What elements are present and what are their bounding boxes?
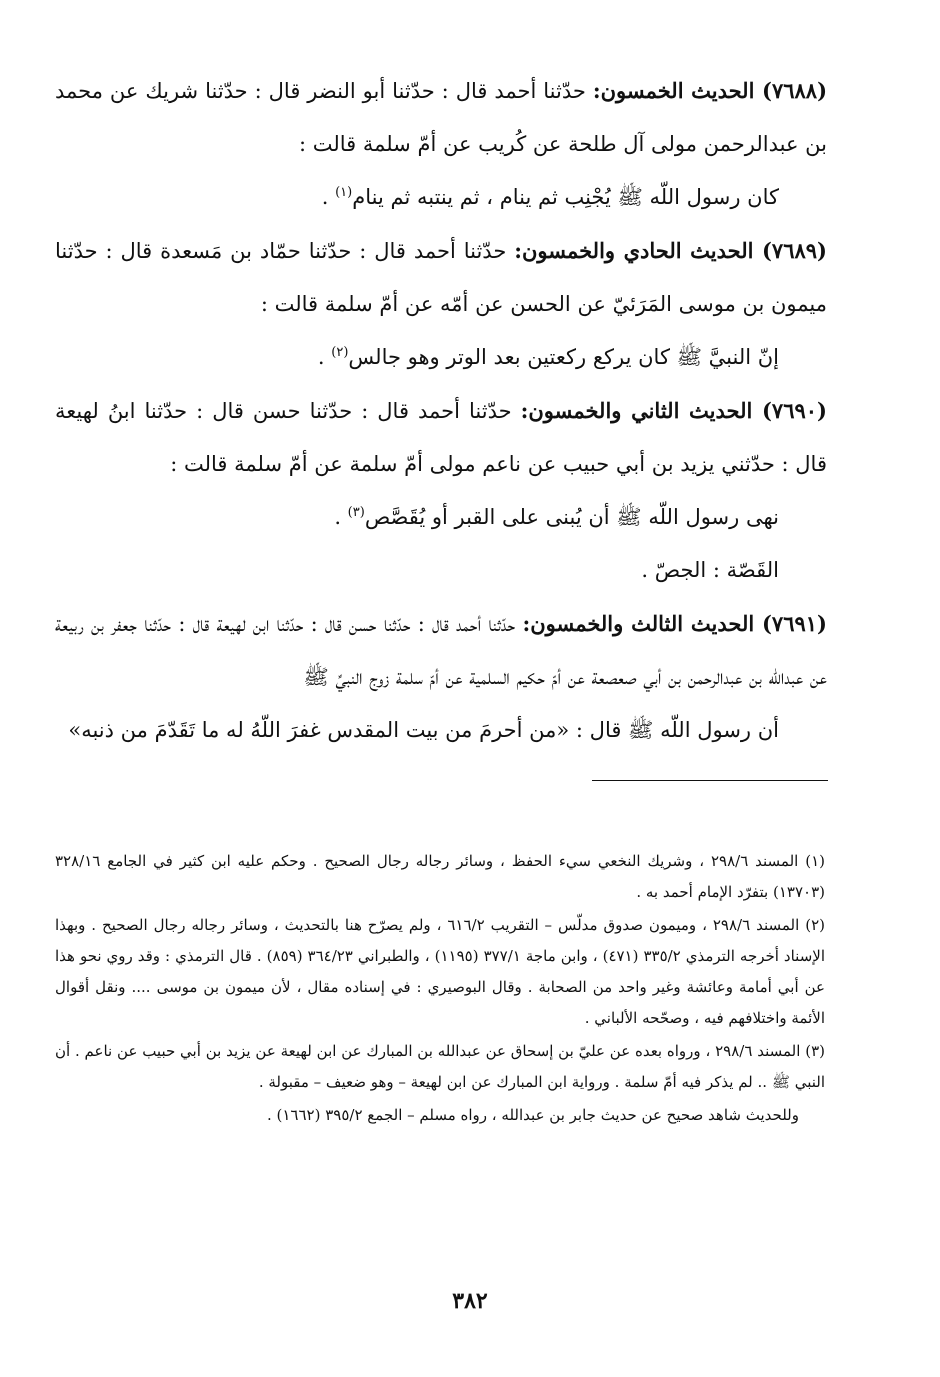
hadith-50-isnad-text: حدّثنا أحمد قال : حدّثنا أبو النضر قال : حدّثنا شريك عن محمد بن عبدالرحمن مولى آل طلحة عن كُريب عن أمّ سلمة قالت : (55, 79, 827, 156)
hadith-51-matn (55, 331, 827, 384)
hadith-52-matn (55, 491, 827, 544)
hadith-51-heading: (٧٦٨٩) الحديث الحادي والخمسون: (514, 238, 827, 263)
hadith-50-isnad (55, 64, 827, 171)
footnote-ref-1[interactable]: (١) (335, 185, 353, 200)
footnote-ref-3[interactable]: (٣) (347, 505, 365, 520)
hadith-52-isnad (55, 384, 827, 491)
hadith-50-matn-text: كان رسول اللّه ﷺ يُجْنِب ثم ينام ، ثم ينتبه ثم ينام (352, 185, 779, 209)
hadith-51-isnad (55, 224, 827, 331)
footnote-1-num: (١) (805, 852, 825, 870)
footnote-separator (592, 780, 828, 781)
hadith-52-isnad-text: حدّثنا أحمد قال : حدّثنا حسن قال : حدّثنا ابنُ لهيعة قال : حدّثني يزيد بن أبي حبيب عن ناعم مولى أمّ سلمة عن أمّ سلمة قالت : (55, 399, 827, 476)
footnote-ref-2[interactable]: (٢) (331, 345, 349, 360)
footnote-2-num: (٢) (805, 916, 825, 934)
footnote-3 (55, 1036, 825, 1098)
page-number: ٣٨٢ (452, 1288, 488, 1314)
footnotes (55, 846, 825, 1133)
hadith-52-gloss: القَصّة : الجصّ . (641, 558, 779, 582)
hadith-50-end: . (321, 185, 336, 209)
hadith-53-matn: أن رسول اللّه ﷺ قال : «من أحرمَ من بيت المقدس غفرَ اللّهُ له ما تَقَدّمَ من ذنبه» (68, 718, 779, 742)
hadith-53-isnad-text: حدّثنا أحمد قال : حدّثنا حسن قال : حدّثنا ابن لهيعة قال : حدّثنا جعفر بن ربيعة عن عبدالله بن عبدالرحمن بن أبي صعصعة عن أمّ حكيم السلمية عن أمّ سلمة زوج النبيِّ ﷺ (55, 612, 827, 689)
hadith-52-heading: (٧٦٩٠) الحديث الثاني والخمسون: (520, 398, 827, 423)
hadith-53-heading: (٧٦٩١) الحديث الثالث والخمسون: (522, 611, 827, 636)
footnote-3-num: (٣) (805, 1042, 825, 1060)
hadith-50-matn (55, 171, 827, 224)
hadith-52-matn-text: نهى رسول اللّه ﷺ أن يُبنى على القبر أو يُقَصَّص (364, 505, 779, 529)
footnote-2 (55, 910, 825, 1034)
hadith-52-end: . (334, 505, 348, 529)
hadith-51-isnad-text: حدّثنا أحمد قال : حدّثنا حمّاد بن مَسعدة قال : حدّثنا ميمون بن موسى المَرَئيّ عن الحسن عن أمّه عن أمّ سلمة قالت : (55, 239, 827, 316)
main-text (55, 64, 827, 757)
footnote-1-text: المسند ٢٩٨/٦ ، وشريك النخعي سيء الحفظ ، وسائر رجاله رجال الصحيح . وحكم عليه ابن كثير في الجامع ٣٢٨/١٦ (١٣٧٠٣) بتفرّد الإمام أحمد به . (55, 852, 825, 901)
hadith-50-heading: (٧٦٨٨) الحديث الخمسون: (592, 78, 827, 103)
hadith-51-end: . (317, 345, 332, 369)
footnote-3-extra: وللحديث شاهد صحيح عن حديث جابر بن عبدالله ، رواه مسلم – الجمع ٣٩٥/٢ (١٦٦٢) . (266, 1106, 799, 1124)
footnote-1 (55, 846, 825, 908)
hadith-53-isnad (55, 597, 827, 704)
hadith-51-matn-text: إنّ النبيَّ ﷺ كان يركع ركعتين بعد الوتر وهو جالس (348, 345, 779, 369)
footnote-3-text: المسند ٢٩٨/٦ ، ورواه بعده عن عليّ بن إسحاق عن عبدالله بن المبارك عن ابن لهيعة عن يزيد بن أبي حبيب عن ناعم . أن النبي ﷺ .. لم يذكر فيه أمّ سلمة . ورواية ابن المبارك عن ابن لهيعة – وهو ضعيف – مقبولة . (55, 1042, 825, 1091)
footnote-2-text: المسند ٢٩٨/٦ ، وميمون صدوق مدلّس – التقريب ٦١٦/٢ ، ولم يصرّح هنا بالتحديث ، وسائر رجاله رجال الصحيح . وبهذا الإسناد أخرجه الترمذي ٣٣٥/٢ (٤٧١) ، وابن ماجة ٣٧٧/١ (١١٩٥) ، والطبراني ٣٦٤/٢٣ (٨٥٩) . قال الترمذي : وقد روي نحو هذا عن أبي أمامة وعائشة وغير واحد من الصحابة . وقال البوصيري : في إسناده مقال ، لأن ميمون بن موسى .... ونقل أقوال الأئمة واختلافهم فيه ، وصحّحه الألباني . (55, 916, 825, 1027)
